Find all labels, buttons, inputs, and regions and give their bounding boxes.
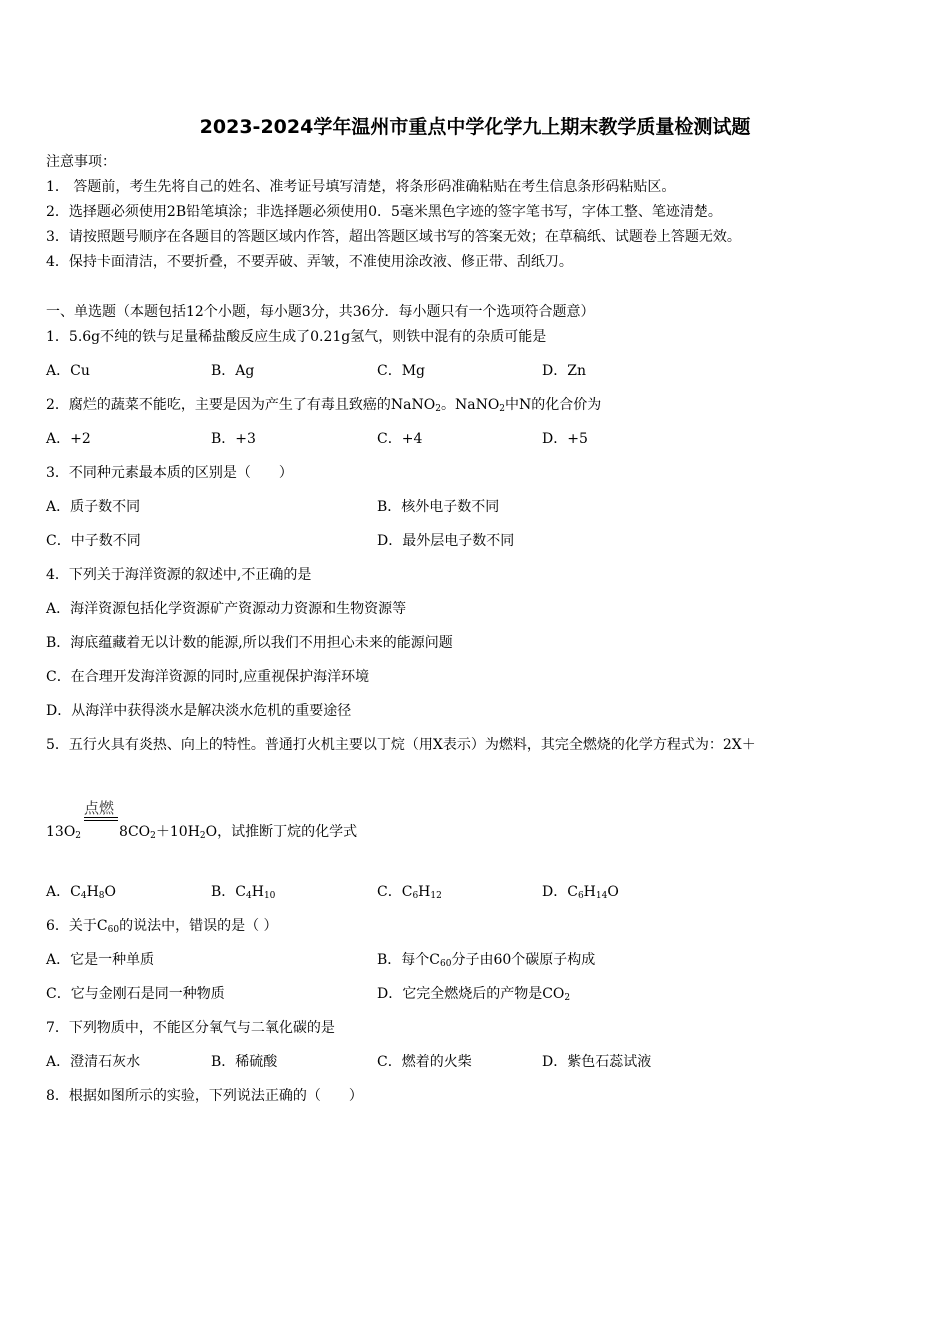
question-7-stem: 7．下列物质中，不能区分氧气与二氧化碳的是: [46, 1020, 335, 1036]
q3-option-d: D．最外层电子数不同: [377, 533, 515, 549]
q2-option-d: D．+5: [542, 431, 588, 447]
notice-item: 4．保持卡面清洁，不要折叠，不要弄破、弄皱，不准使用涂改液、修正带、刮纸刀。: [46, 254, 573, 270]
q3-option-b: B．核外电子数不同: [377, 499, 500, 515]
notice-heading: 注意事项：: [46, 154, 116, 170]
subscript: 2: [435, 404, 441, 414]
option-part: 分子由60个碳原子构成: [451, 952, 596, 968]
q3-option-c: C．中子数不同: [46, 533, 141, 549]
q2-stem-part: 2．腐烂的蔬菜不能吃，主要是因为产生了有毒且致癌的NaNO: [46, 397, 436, 413]
formula-part: D．C: [542, 884, 578, 900]
q6-option-c: C．它与金刚石是同一种物质: [46, 986, 225, 1002]
formula-part: H: [418, 884, 431, 900]
formula-part: C．C: [377, 884, 413, 900]
q4-option-b: B．海底蕴藏着无以计数的能源,所以我们不用担心未来的能源问题: [46, 635, 453, 651]
subscript: 2: [150, 831, 156, 841]
subscript: 2: [199, 831, 206, 841]
question-3-stem: 3．不同种元素最本质的区别是（ ）: [46, 465, 293, 481]
q6-option-d: [377, 985, 570, 1003]
question-4-stem: 4．下列关于海洋资源的叙述中,不正确的是: [46, 567, 312, 583]
subscript: 2: [564, 993, 571, 1003]
q7-option-c: C．燃着的火柴: [377, 1054, 472, 1070]
formula-part: H: [251, 884, 264, 900]
section-heading: 一、单选题（本题包括12个小题，每小题3分，共36分．每小题只有一个选项符合题意）: [46, 304, 595, 320]
question-8-stem: 8．根据如图所示的实验，下列说法正确的（ ）: [46, 1088, 363, 1104]
q1-option-c: C．Mg: [377, 363, 426, 379]
q4-option-c: C．在合理开发海洋资源的同时,应重视保护海洋环境: [46, 669, 370, 685]
equation-part: 8CO: [119, 824, 151, 840]
notice-item: 3．请按照题号顺序在各题目的答题区域内作答，超出答题区域书写的答案无效；在草稿纸、试题卷上答题无效。: [46, 229, 741, 245]
q5-option-a: [46, 883, 116, 901]
subscript: 6: [577, 891, 584, 901]
q7-option-d: D．紫色石蕊试液: [542, 1054, 652, 1070]
subscript: 10: [263, 891, 276, 901]
notice-item: 1． 答题前，考生先将自己的姓名、准考证号填写清楚，将条形码准确粘贴在考生信息条形码粘贴区。: [46, 179, 676, 195]
q1-option-d: D．Zn: [542, 363, 586, 379]
equals-line: [84, 817, 118, 818]
equation-part: O，试推断丁烷的化学式: [205, 824, 358, 840]
q5-option-d: [542, 883, 619, 901]
q2-stem-part: 。NaNO: [440, 397, 500, 413]
q6-option-b: [377, 951, 595, 969]
q6-option-a: A．它是一种单质: [46, 952, 155, 968]
q1-option-a: A．Cu: [46, 363, 90, 379]
q7-option-a: A．澄清石灰水: [46, 1054, 141, 1070]
subscript: 8: [98, 891, 105, 901]
formula-part: B．C: [211, 884, 246, 900]
subscript: 60: [107, 925, 120, 935]
formula-part: H: [583, 884, 596, 900]
page-title: 2023-2024学年温州市重点中学化学九上期末教学质量检测试题: [199, 116, 751, 138]
question-5-stem: 5．五行火具有炎热、向上的特性。普通打火机主要以丁烷（用X表示）为燃料，其完全燃烧的化学方程式为：2X＋: [46, 737, 756, 753]
question-1-stem: 1．5.6g不纯的铁与足量稀盐酸反应生成了0.21g氢气，则铁中混有的杂质可能是: [46, 329, 547, 345]
formula-part: O: [104, 884, 116, 900]
equation-part: ＋10H: [155, 824, 200, 840]
formula-part: A．C: [46, 884, 81, 900]
question-6-stem: [46, 917, 278, 935]
subscript: 4: [80, 891, 87, 901]
equals-line: [84, 820, 118, 821]
reaction-condition: 点燃: [84, 799, 115, 817]
chemical-equation: [46, 823, 357, 841]
question-2-stem: [46, 396, 601, 414]
q5-option-c: [377, 883, 442, 901]
q7-option-b: B．稀硫酸: [211, 1054, 278, 1070]
subscript: 4: [246, 891, 252, 901]
q2-option-a: A．+2: [46, 431, 91, 447]
option-part: B．每个C: [377, 952, 440, 968]
subscript: 2: [75, 831, 82, 841]
q1-option-b: B．Ag: [211, 363, 255, 379]
q2-option-b: B．+3: [211, 431, 256, 447]
q4-option-a: A．海洋资源包括化学资源矿产资源动力资源和生物资源等: [46, 601, 407, 617]
q6-stem-part: 6．关于C: [46, 918, 108, 934]
formula-part: H: [86, 884, 99, 900]
q3-option-a: A．质子数不同: [46, 499, 141, 515]
q5-option-b: [211, 883, 275, 901]
subscript: 14: [595, 891, 608, 901]
formula-part: O: [607, 884, 619, 900]
subscript: 6: [412, 891, 419, 901]
q2-option-c: C．+4: [377, 431, 423, 447]
option-part: D．它完全燃烧后的产物是CO: [377, 986, 565, 1002]
q2-stem-part: 中N的化合价为: [505, 397, 602, 413]
q4-option-d: D．从海洋中获得淡水是解决淡水危机的重要途径: [46, 703, 352, 719]
subscript: 60: [440, 959, 452, 969]
subscript: 12: [430, 891, 442, 901]
subscript: 2: [499, 404, 506, 414]
q6-stem-part: 的说法中，错误的是（ ）: [119, 918, 278, 934]
equation-part: 13O: [46, 824, 76, 840]
notice-item: 2．选择题必须使用2B铅笔填涂；非选择题必须使用0．5毫米黑色字迹的签字笔书写，字体工整、笔迹清楚。: [46, 204, 722, 220]
